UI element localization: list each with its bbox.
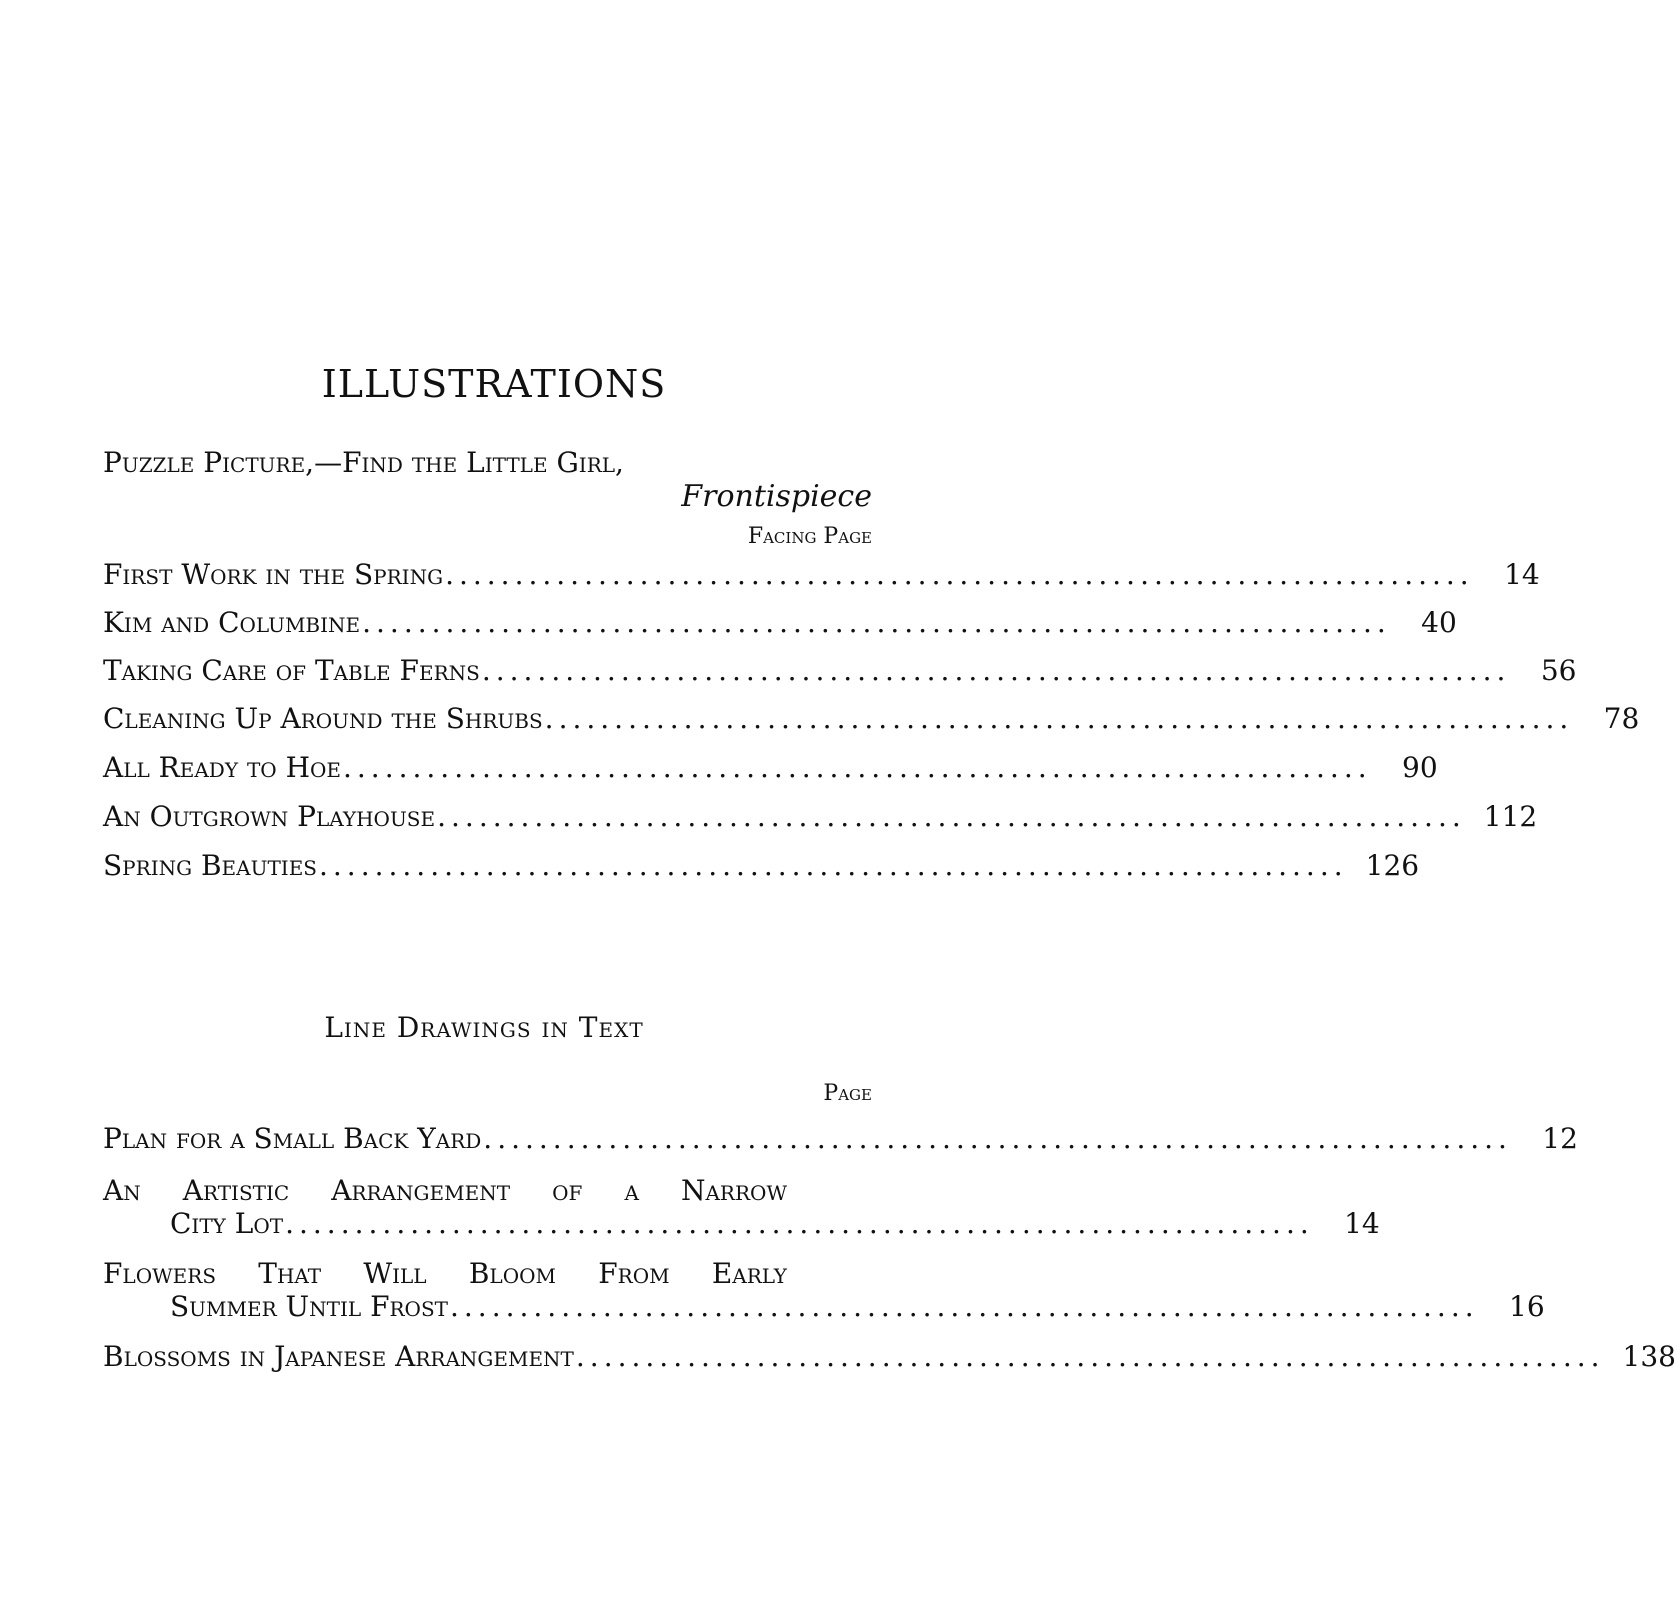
page-column-header: Page xyxy=(823,1081,872,1106)
entry-title-continuation: Summer Until Frost xyxy=(170,1290,448,1323)
entry-page-number: 90 xyxy=(1402,751,1438,784)
entry-page-number: 138 xyxy=(1622,1340,1676,1373)
entry-page-number: 78 xyxy=(1603,702,1640,735)
list-item xyxy=(103,702,1640,736)
entry-page-number: 112 xyxy=(1483,800,1538,833)
entry-title: Cleaning Up Around the Shrubs xyxy=(103,702,543,735)
entry-page-number: 126 xyxy=(1365,849,1420,882)
list-item xyxy=(170,1290,1545,1324)
dot-leader: .......................................................................... xyxy=(450,1290,1479,1323)
entry-page-number: 16 xyxy=(1509,1290,1545,1323)
dot-leader: .......................................................................... xyxy=(575,1340,1605,1373)
list-item xyxy=(103,654,1577,688)
list-item xyxy=(170,1207,1380,1241)
list-item xyxy=(103,800,1538,834)
entry-title: All Ready to Hoe xyxy=(103,751,341,784)
page-title: ILLUSTRATIONS xyxy=(321,362,667,406)
entry-title: First Work in the Spring xyxy=(103,558,444,591)
entry-title-continuation: City Lot xyxy=(170,1207,284,1240)
dot-leader: .......................................................................... xyxy=(481,654,1511,687)
dot-leader: .......................................................................... xyxy=(362,606,1391,639)
entry-title-first-line: An Artistic Arrangement of a Narrow xyxy=(103,1174,787,1207)
entry-page-number: 56 xyxy=(1540,654,1577,687)
dot-leader: .......................................................................... xyxy=(445,558,1474,591)
entry-title-first-line: Flowers That Will Bloom From Early xyxy=(103,1257,787,1290)
entry-title: Plan for a Small Back Yard xyxy=(103,1122,482,1155)
entry-title: Taking Care of Table Ferns xyxy=(103,654,480,687)
entry-page-number: 14 xyxy=(1344,1207,1380,1240)
entry-page-number: 40 xyxy=(1421,606,1457,639)
list-item xyxy=(103,606,1457,640)
facing-page-column-header: Facing Page xyxy=(747,524,872,549)
section-heading: Line Drawings in Text xyxy=(324,1011,644,1044)
entry-title: Kim and Columbine xyxy=(103,606,361,639)
dot-leader: .......................................................................... xyxy=(319,849,1348,882)
list-item xyxy=(103,1340,1676,1374)
dot-leader: .......................................................................... xyxy=(285,1207,1314,1240)
entry-title: Spring Beauties xyxy=(103,849,317,882)
entry-title: Blossoms in Japanese Arrangement xyxy=(103,1340,574,1373)
dot-leader: .......................................................................... xyxy=(483,1122,1512,1155)
entry-page-number: 14 xyxy=(1504,558,1540,591)
list-item xyxy=(103,1122,1578,1156)
list-item xyxy=(103,558,1540,592)
frontispiece-note: Frontispiece xyxy=(681,479,872,514)
dot-leader: .......................................................................... xyxy=(437,800,1466,833)
entry-title: An Outgrown Playhouse xyxy=(103,800,436,833)
frontispiece-label: Puzzle Picture,—Find the Little Girl, xyxy=(103,446,624,479)
list-item xyxy=(103,849,1420,883)
dot-leader: .......................................................................... xyxy=(343,751,1372,784)
list-item xyxy=(103,751,1438,785)
dot-leader: .......................................................................... xyxy=(544,702,1574,735)
entry-page-number: 12 xyxy=(1542,1122,1578,1155)
